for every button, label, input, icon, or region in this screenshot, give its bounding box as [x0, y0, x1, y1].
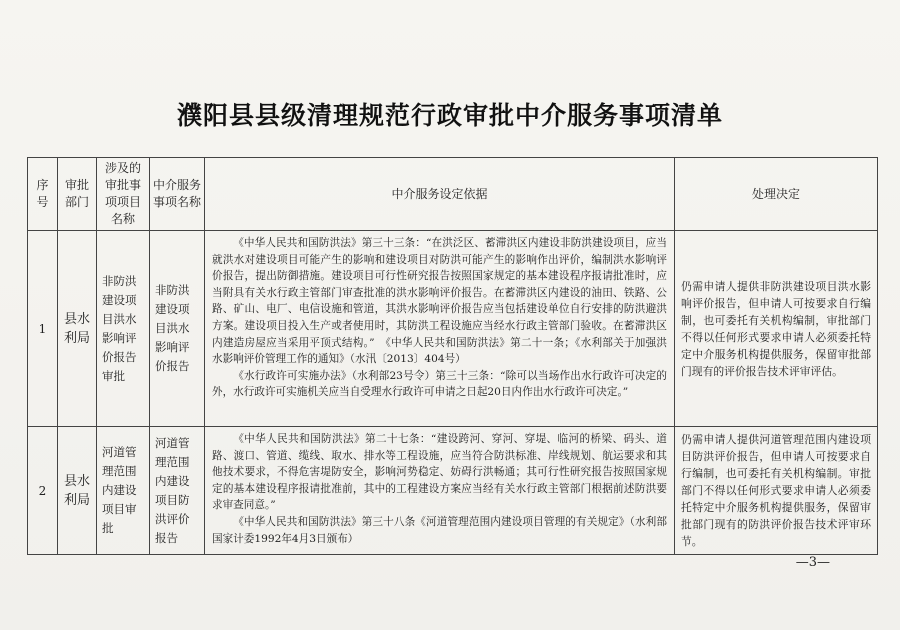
header-service-name: 中介服务事项名称	[150, 158, 205, 231]
row-decision: 仍需申请人提供河道管理范围内建设项目防洪评价报告，但申请人可按要求自行编制，也可委托有关机构编制。审批部门不得以任何形式要求申请人必须委托特定中介服务机构提供服务，保留审批部门现有的防洪评价报告技术评审环节。	[675, 427, 878, 555]
row-dept: 县水利局	[58, 231, 97, 427]
page-title: 濮阳县县级清理规范行政审批中介服务事项清单	[176, 101, 723, 130]
header-decision: 处理决定	[675, 158, 878, 231]
row-service-name: 非防洪建设项目洪水影响评价报告	[150, 231, 205, 427]
table-header-row	[28, 158, 878, 231]
row-basis	[205, 427, 675, 555]
row-seq: 2	[28, 427, 58, 555]
table-row	[28, 231, 878, 427]
header-approval-item: 涉及的审批事项项目名称	[97, 158, 150, 231]
header-dept: 审批部门	[58, 158, 97, 231]
page-number: —3—	[795, 555, 830, 570]
row-service-name: 河道管理范围内建设项目防洪评价报告	[150, 427, 205, 555]
basis-paragraph: 《中华人民共和国防洪法》第二十七条：“建设跨河、穿河、穿堤、临河的桥梁、码头、道路、渡口、管道、缆线、取水、排水等工程设施，应当符合防洪标准、岸线规划、航运要求和其他技术要求，不得危害堤防安全，影响河势稳定、妨碍行洪畅通；其可行性研究报告按照国家规定的基本建设程序报请批准前，其中的工程建设方案应当经有关水行政主管部门根据前述防洪要求审查同意。”	[212, 433, 667, 512]
header-basis: 中介服务设定依据	[205, 158, 675, 231]
row-dept: 县水利局	[58, 427, 97, 555]
service-items-table	[27, 157, 878, 555]
row-approval-item: 河道管理范围内建设项目审批	[97, 427, 150, 555]
table-row	[28, 427, 878, 555]
row-decision: 仍需申请人提供非防洪建设项目洪水影响评价报告，但申请人可按要求自行编制，也可委托有关机构编制，审批部门不得以任何形式要求申请人必须委托特定中介服务机构提供服务，保留审批部门现有的评价报告技术评审评估。	[675, 231, 878, 427]
basis-paragraph: 《中华人民共和国防洪法》第三十八条《河道管理范围内建设项目管理的有关规定》（水利部国家计委1992年4月3日颁布）	[212, 515, 667, 545]
basis-paragraph: 《中华人民共和国防洪法》第三十三条：“在洪泛区、蓄滞洪区内建设非防洪建设项目，应当就洪水对建设项目可能产生的影响和建设项目对防洪可能产生的影响作出评价，编制洪水影响评价报告，提出防御措施。建设项目可行性研究报告按照国家规定的基本建设程序报请批准时，应当附具有关水行政主管部门审查批准的洪水影响评价报告。在蓄滞洪区内建设的油田、铁路、公路、矿山、电厂、电信设施和管道，其洪水影响评价报告应当包括建设单位自行安排的防洪避洪方案。建设项目投入生产或者使用时，其防洪工程设施应当经水行政主管部门验收。在蓄滞洪区内建造房屋应当采用平顶式结构。” 《中华人民共和国防洪法》第二十一条；《水利部关于加强洪水影响评价管理工作的通知》（水汛〔2013〕404号）	[212, 237, 667, 366]
basis-paragraph: 《水行政许可实施办法》（水利部23号令）第三十三条：“除可以当场作出水行政许可决定的外，水行政许可实施机关应当自受理水行政许可申请之日起20日内作出水行政许可决定。”	[212, 369, 667, 399]
row-seq: 1	[28, 231, 58, 427]
row-basis	[205, 231, 675, 427]
header-seq: 序号	[28, 158, 58, 231]
row-approval-item: 非防洪建设项目洪水影响评价报告审批	[97, 231, 150, 427]
